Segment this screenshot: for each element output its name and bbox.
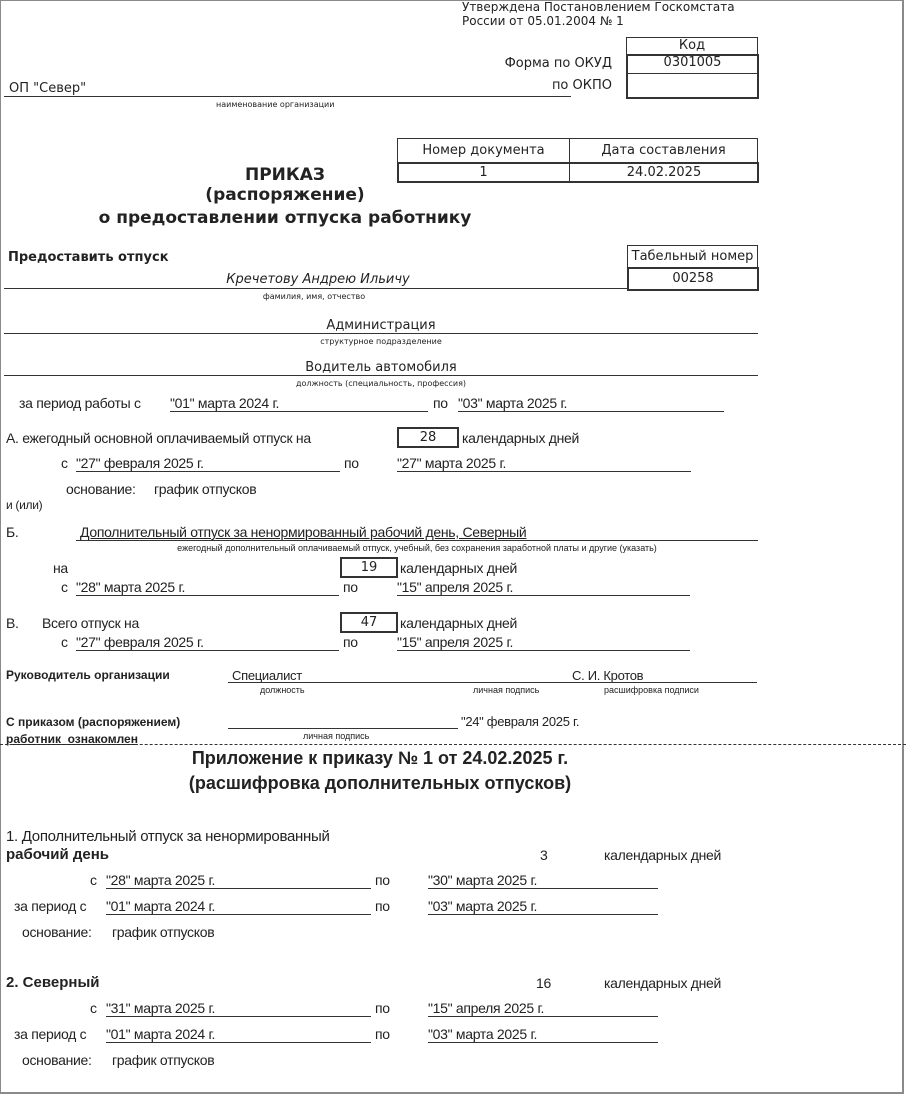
section-a-days: 28 [397,427,459,448]
title-instruction: (распоряжение) [205,185,365,205]
section-a-days-label: календарных дней [462,430,580,446]
ack-signature-caption: личная подпись [303,731,370,741]
doc-number-header: Номер документа [397,138,570,163]
appendix-item-2-from-label: с [90,1000,97,1016]
section-a-basis-label: основание: [66,481,136,497]
section-b-type-line [76,540,758,541]
and-or-label: и (или) [6,498,43,512]
appendix-item-2-basis-label: основание: [22,1052,92,1068]
department-value: Администрация [326,318,436,333]
doc-date-value: 24.02.2025 [626,165,702,180]
grant-label: Предоставить отпуск [8,250,169,265]
appendix-item-2-to: "15" апреля 2025 г. [428,1000,658,1017]
tab-number-value: 00258 [627,267,759,291]
section-b-letter: Б. [6,524,19,540]
appendix-item-1-title-1: 1. Дополнительный отпуск за ненормированный [6,828,330,845]
position-value: Водитель автомобиля [305,360,457,375]
section-b-from-label: с [61,579,68,595]
section-v-to: "15" апреля 2025 г. [397,634,690,651]
position-caption: должность (специальность, профессия) [295,379,467,388]
employee-name-text: Кречетову Андрею Ильичу [226,272,410,287]
section-a-label: А. ежегодный основной оплачиваемый отпуск на [6,430,311,446]
appendix-title: Приложение к приказу № 1 от 24.02.2025 г. [191,748,569,768]
ack-date: "24" февраля 2025 г. [461,714,580,729]
appendix-item-2-days: 16 [536,975,551,991]
org-line [4,96,571,97]
section-b-type: Дополнительный отпуск за ненормированный рабочий день, Северный [80,524,527,540]
appendix-item-1-title-2: рабочий день [6,846,110,863]
appendix-item-1-to-label: по [375,872,390,888]
org-caption: наименование организации [216,100,335,109]
section-a-basis: график отпусков [154,481,257,497]
appendix-item-2-period-label: за период с [14,1026,87,1042]
section-v-letter: В. [6,615,19,631]
appendix-item-2-period-to: "03" марта 2025 г. [428,1026,658,1043]
section-v-label: Всего отпуск на [42,615,139,631]
appendix-subtitle: (расшифровка дополнительных отпусков) [188,773,572,793]
ack-label-1: С приказом (распоряжением) [6,715,181,729]
appendix-item-1-from: "28" марта 2025 г. [106,872,371,889]
employee-name [4,272,624,287]
appendix-item-2-from: "31" марта 2025 г. [106,1000,371,1017]
okud-label: Форма по ОКУД [504,56,612,71]
section-a-from: "27" февраля 2025 г. [76,455,340,472]
section-a-from-label: с [61,455,68,471]
appendix-item-1-period-label: за период с [14,898,87,914]
appendix-item-2-period-from: "01" марта 2024 г. [106,1026,371,1043]
appendix-item-1-period-from: "01" марта 2024 г. [106,898,371,915]
appendix-item-1-basis-label: основание: [22,924,92,940]
department-line [4,333,758,334]
tab-number-header: Табельный номер [627,245,758,268]
employee-name-caption: фамилия, имя, отчество [262,292,366,301]
appendix-item-2-to-label: по [375,1000,390,1016]
approval-line-2: России от 05.01.2004 № 1 [462,14,624,28]
section-a-to: "27" марта 2025 г. [397,455,691,472]
position-line [4,375,758,376]
head-label: Руководитель организации [6,668,170,682]
section-b-days-label: календарных дней [400,560,518,576]
section-b-on-label: на [53,560,68,576]
head-name: С. И. Кротов [572,668,644,683]
section-a-to-label: по [344,455,359,471]
appendix-item-2-days-label: календарных дней [604,975,722,991]
section-b-to-label: по [343,579,358,595]
section-v-from-label: с [61,634,68,650]
code-header: Код [626,37,758,55]
head-position: Специалист [232,668,302,683]
appendix-item-1-period-to: "03" марта 2025 г. [428,898,658,915]
head-line [228,682,757,683]
section-v-days-label: календарных дней [400,615,518,631]
appendix-item-2-basis: график отпусков [112,1052,215,1068]
okud-value: 0301005 [663,55,722,70]
appendix-item-1-days-label: календарных дней [604,847,722,863]
employee-name-line [4,288,627,289]
section-v-days: 47 [340,612,398,633]
doc-number-value: 1 [479,165,488,180]
head-signature-caption: личная подпись [473,685,540,695]
work-period-label: за период работы с [19,395,141,411]
appendix-item-1-days: 3 [540,847,548,863]
ack-label-2: работник ознакомлен [6,732,138,746]
doc-date-header: Дата составления [569,138,758,163]
section-v-from: "27" февраля 2025 г. [76,634,339,651]
appendix-item-2-period-to-label: по [375,1026,390,1042]
appendix-item-1-from-label: с [90,872,97,888]
appendix-item-1-period-to-label: по [375,898,390,914]
appendix-item-1-to: "30" марта 2025 г. [428,872,658,889]
work-period-to-label: по [433,395,448,411]
section-b-type-caption: ежегодный дополнительный оплачиваемый отпуск, учебный, без сохранения заработной платы и другие (указать) [177,543,657,553]
head-position-caption: должность [260,685,305,695]
head-decode-caption: расшифровка подписи [604,685,699,695]
work-period-to: "03" марта 2025 г. [458,395,724,412]
section-b-days: 19 [340,557,398,578]
work-period-from: "01" марта 2024 г. [170,395,428,412]
ack-signature-line [228,728,458,729]
approval-line-1: Утверждена Постановлением Госкомстата [462,0,735,14]
section-b-from: "28" марта 2025 г. [76,579,339,596]
title-subject: о предоставлении отпуска работнику [98,208,472,228]
title-order: ПРИКАЗ [244,165,326,185]
section-b-to: "15" апреля 2025 г. [397,579,690,596]
section-v-to-label: по [343,634,358,650]
cut-line [0,744,906,745]
appendix-item-2-title: 2. Северный [6,974,100,991]
okpo-label: по ОКПО [551,78,612,93]
appendix-item-1-basis: график отпусков [112,924,215,940]
code-divider [627,73,758,74]
org-name: ОП "Север" [9,81,87,96]
department-caption: структурное подразделение [320,337,442,346]
